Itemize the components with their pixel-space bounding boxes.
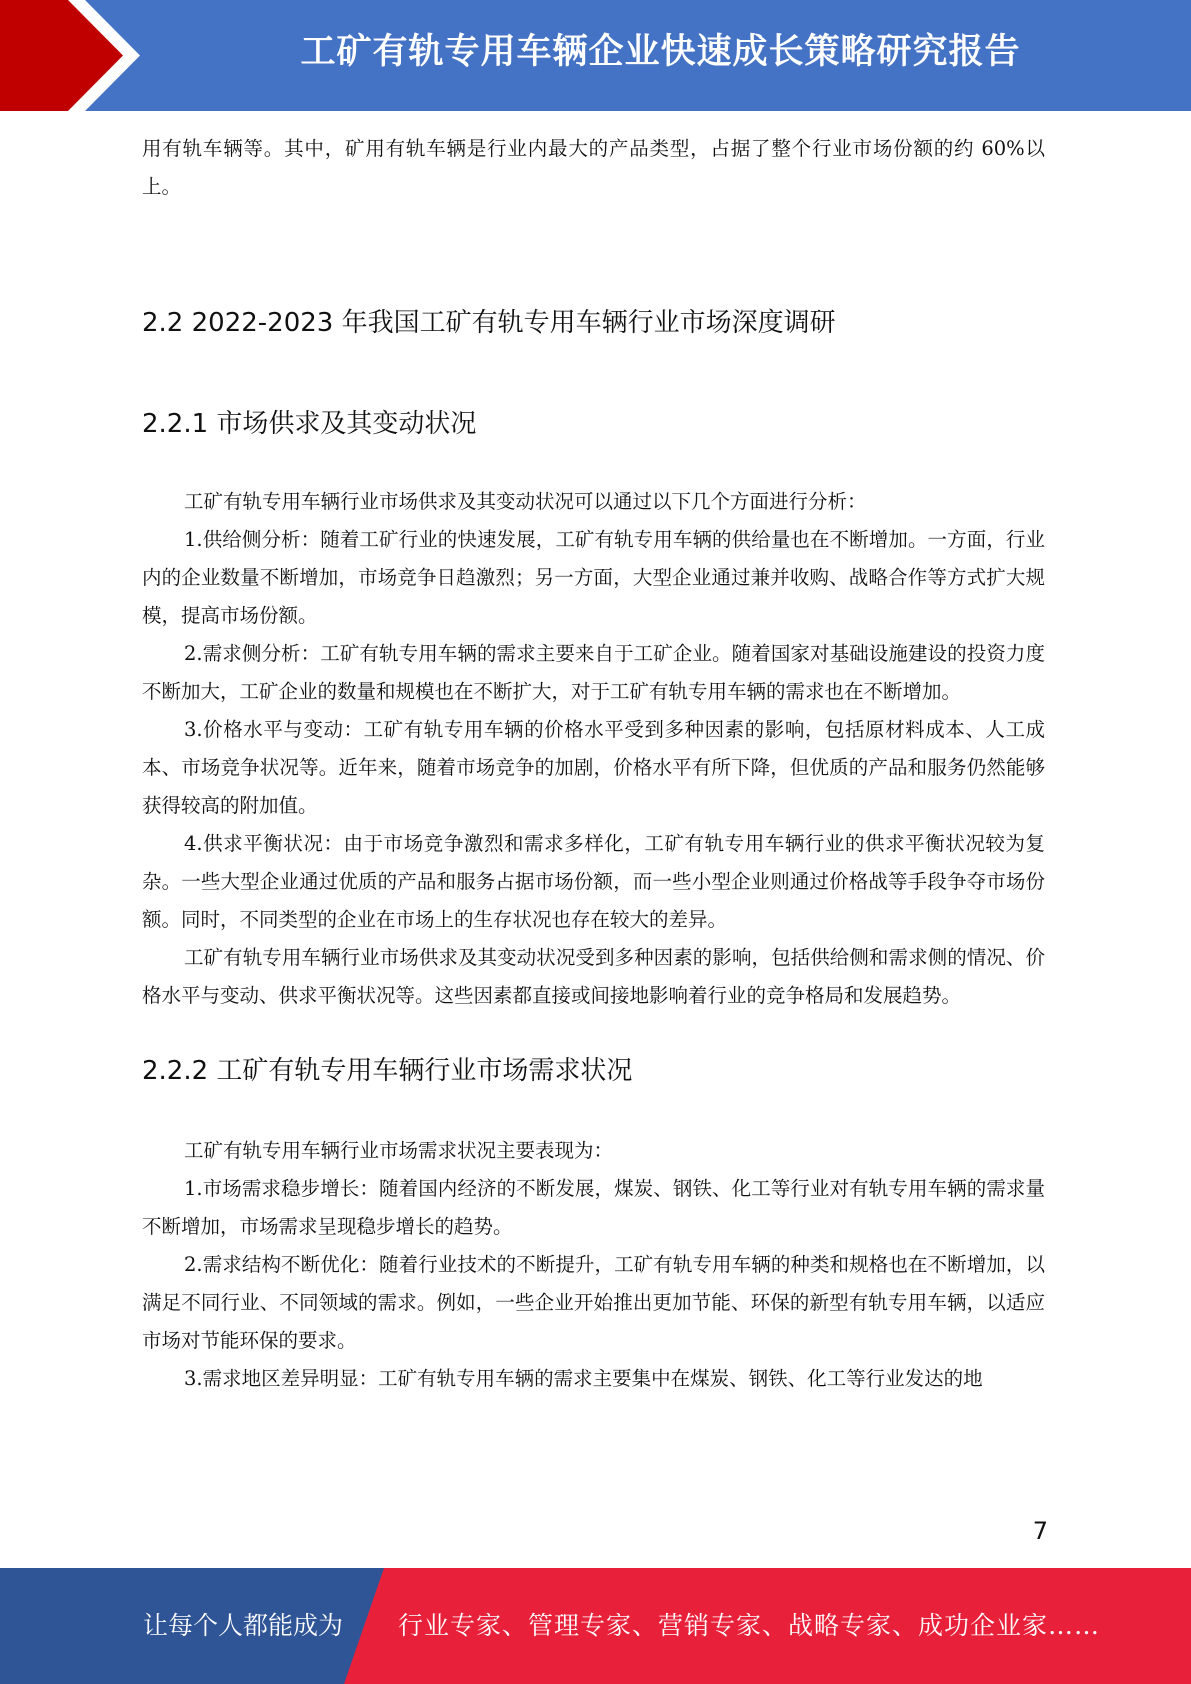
section-heading-2-2-1: 2.2.1 市场供求及其变动状况	[142, 409, 477, 439]
page-header	[0, 0, 1191, 111]
footer-slogan-left: 让每个人都能成为	[143, 1611, 344, 1640]
paragraph: 2.需求侧分析：工矿有轨专用车辆的需求主要来自于工矿企业。随着国家对基础设施建设的投资力度不断加大，工矿企业的数量和规模也在不断扩大，对于工矿有轨专用车辆的需求也在不断增加。	[142, 642, 1045, 703]
section-heading-2-2-2: 2.2.2 工矿有轨专用车辆行业市场需求状况	[142, 1056, 633, 1086]
section-2-2-2-body	[142, 1132, 1045, 1398]
paragraph: 工矿有轨专用车辆行业市场供求及其变动状况受到多种因素的影响，包括供给侧和需求侧的情况、价格水平与变动、供求平衡状况等。这些因素都直接或间接地影响着行业的竞争格局和发展趋势。	[142, 946, 1045, 1007]
paragraph: 4.供求平衡状况：由于市场竞争激烈和需求多样化，工矿有轨专用车辆行业的供求平衡状况较为复杂。一些大型企业通过优质的产品和服务占据市场份额，而一些小型企业则通过价格战等手段争夺市场份额。同时，不同类型的企业在市场上的生存状况也存在较大的差异。	[142, 832, 1045, 931]
section-2-2-1-body	[142, 483, 1045, 1015]
section-heading-2-2: 2.2 2022-2023 年我国工矿有轨专用车辆行业市场深度调研	[142, 308, 836, 338]
page-number: 7	[1032, 1517, 1048, 1545]
paragraph: 3.价格水平与变动：工矿有轨专用车辆的价格水平受到多种因素的影响，包括原材料成本、人工成本、市场竞争状况等。近年来，随着市场竞争的加剧，价格水平有所下降，但优质的产品和服务仍然能够获得较高的附加值。	[142, 718, 1045, 817]
page-footer	[0, 1568, 1191, 1684]
intro-paragraph: 用有轨车辆等。其中，矿用有轨车辆是行业内最大的产品类型，占据了整个行业市场份额的约 60%以上。	[142, 137, 1045, 198]
paragraph: 2.需求结构不断优化：随着行业技术的不断提升，工矿有轨专用车辆的种类和规格也在不断增加，以满足不同行业、不同领域的需求。例如，一些企业开始推出更加节能、环保的新型有轨专用车辆，以适应市场对节能环保的要求。	[142, 1253, 1045, 1352]
paragraph: 工矿有轨专用车辆行业市场需求状况主要表现为：	[184, 1139, 614, 1162]
paragraph: 工矿有轨专用车辆行业市场供求及其变动状况可以通过以下几个方面进行分析：	[184, 490, 867, 513]
page-content	[142, 130, 1045, 1398]
paragraph: 1.市场需求稳步增长：随着国内经济的不断发展，煤炭、钢铁、化工等行业对有轨专用车辆的需求量不断增加，市场需求呈现稳步增长的趋势。	[142, 1177, 1045, 1238]
paragraph: 3.需求地区差异明显：工矿有轨专用车辆的需求主要集中在煤炭、钢铁、化工等行业发达的地	[184, 1367, 983, 1390]
header-arrow-decoration	[0, 0, 150, 111]
paragraph: 1.供给侧分析：随着工矿行业的快速发展，工矿有轨专用车辆的供给量也在不断增加。一方面，行业内的企业数量不断增加，市场竞争日趋激烈；另一方面，大型企业通过兼并收购、战略合作等方式扩大规模，提高市场份额。	[142, 528, 1045, 627]
footer-slogan-right: 行业专家、管理专家、营销专家、战略专家、成功企业家……	[398, 1611, 1101, 1640]
report-title: 工矿有轨专用车辆企业快速成长策略研究报告	[300, 32, 1021, 72]
